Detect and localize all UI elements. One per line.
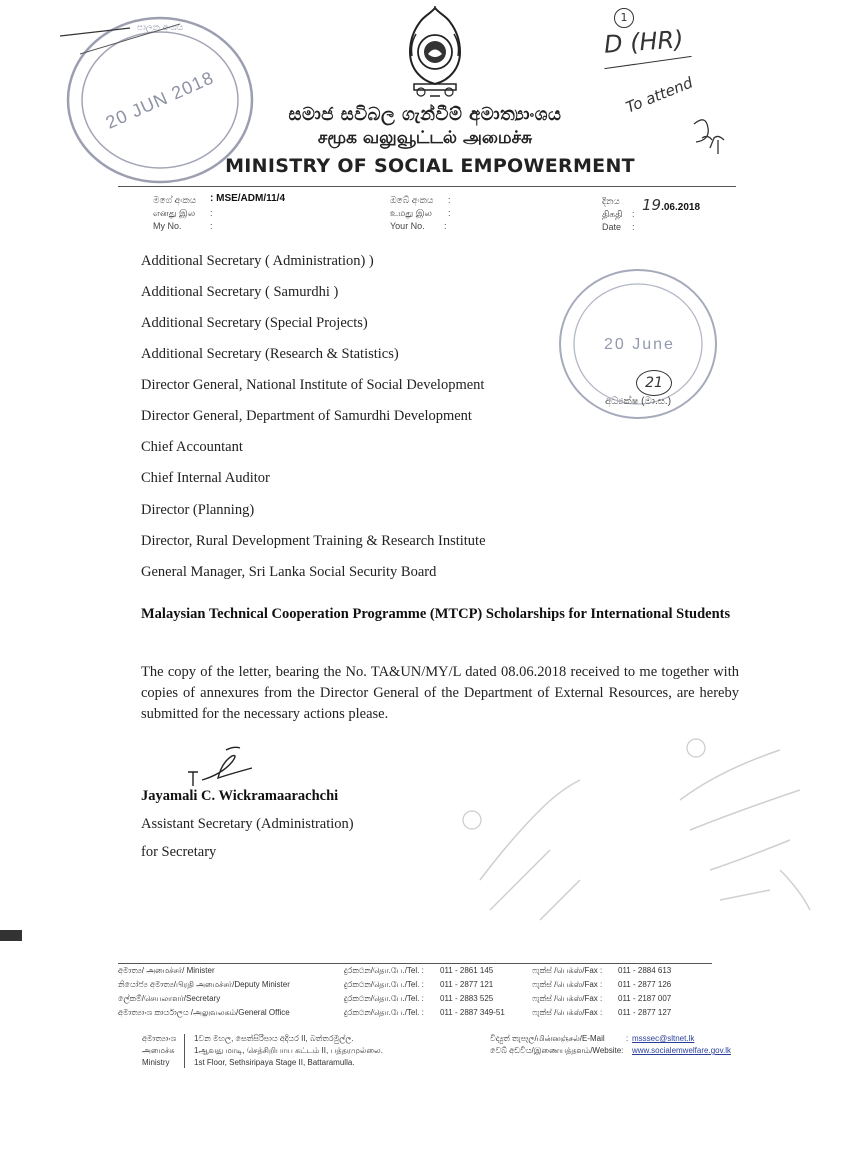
date-label-si: දිනය	[602, 196, 620, 206]
header-divider	[118, 186, 736, 187]
handwritten-day: 19	[642, 196, 662, 214]
footer-row-label: ලේකම්/செயலாளர்/Secretary	[118, 994, 221, 1003]
signature-scribble-icon	[182, 744, 262, 793]
date-label-en: Date	[602, 222, 622, 232]
signatory-title: Assistant Secretary (Administration)	[141, 816, 354, 832]
handwritten-initial-icon	[684, 110, 732, 163]
signatory-for: for Secretary	[141, 844, 217, 860]
date-label-ta: திகதி	[602, 209, 623, 219]
recipient-2: Additional Secretary ( Samurdhi )	[141, 284, 339, 300]
your-no-label-ta: உமது இல	[390, 208, 432, 218]
recipient-8: Chief Internal Auditor	[141, 470, 270, 486]
footer-web-link[interactable]: www.socialemwelfare.gov.lk	[632, 1046, 731, 1055]
footer-row-tel-label: දුරකථන/தொ.பே./Tel. :	[344, 1008, 424, 1017]
my-no-labels	[153, 194, 196, 233]
footer-email-colon: :	[626, 1034, 629, 1043]
your-no-labels	[390, 194, 433, 233]
date-value: 19.06.2018	[642, 196, 701, 214]
footer-row-tel: 011 - 2861 145	[440, 966, 494, 975]
my-no-colon: :	[210, 221, 213, 231]
recipient-10: Director, Rural Development Training & Research Institute	[141, 533, 486, 549]
footer-divider	[118, 963, 712, 964]
footer-address-en: 1st Floor, Sethsiripaya Stage II, Battaramulla.	[194, 1058, 355, 1067]
footer-address-ta: 1ஆவது மாடி, செத்சிறிபாய கட்டம் II, பத்தரமுல்லை.	[194, 1046, 383, 1055]
footer-row-fax-label: ෆැක්ස් /பெக்ஸ்/Fax :	[532, 994, 603, 1003]
footer-ministry-si: අමාත්‍යාංශ	[142, 1034, 177, 1043]
letter-body: The copy of the letter, bearing the No. TA&UN/MY/L dated 08.06.2018 received to me together with copies of annexures from the Director General of the Department of External Resources, are hereby submitted for the necessary actions please.	[141, 664, 739, 722]
handwritten-number-icon: 1	[614, 8, 634, 28]
handwritten-note-dhr: D (HR)	[603, 25, 685, 59]
footer-row-fax: 011 - 2877 127	[618, 1008, 672, 1017]
binder-hole-mark	[0, 930, 22, 941]
recipient-11: General Manager, Sri Lanka Social Security Board	[141, 564, 437, 580]
footer-row-label: නියෝජ්‍ය අමාත්‍ය/பிரதி அமைச்சர்/Deputy Minister	[118, 980, 290, 989]
recipient-9: Director (Planning)	[141, 502, 255, 518]
stamp-date: 20 JUN 2018	[102, 67, 217, 133]
footer-row-fax-label: ෆැක්ස් /பெக்ஸ்/Fax :	[532, 1008, 603, 1017]
footer-address-bracket	[184, 1034, 185, 1068]
recipient-5: Director General, National Institute of Social Development	[141, 377, 485, 393]
my-no-label-en: My No.	[153, 221, 182, 231]
footer-row-tel-label: දුරකථන/தொ.பே./Tel. :	[344, 966, 424, 975]
faint-handwritten-notes	[420, 720, 840, 940]
footer-ministry-en: Ministry	[142, 1058, 170, 1067]
footer-row-fax-label: ෆැක්ස් /பெக்ஸ்/Fax :	[532, 980, 603, 989]
svg-text:අධ්‍යක්ෂ (මා.ස.): අධ්‍යක්ෂ (මා.ස.)	[604, 396, 672, 407]
recipient-6: Director General, Department of Samurdhi Development	[141, 408, 472, 424]
stamp-serial-number: 21	[636, 370, 672, 396]
footer-row-fax: 011 - 2187 007	[618, 994, 672, 1003]
my-no-label-si: මගේ අංකය	[153, 195, 197, 205]
footer-row-tel-label: දුරකථන/தொ.பே./Tel. :	[344, 994, 424, 1003]
footer-row-tel: 011 - 2883 525	[440, 994, 494, 1003]
received-stamp-right	[556, 266, 720, 422]
svg-text:පාලන අංශය: පාලන අංශය	[136, 22, 184, 32]
recipient-1: Additional Secretary ( Administration) )	[141, 253, 374, 269]
your-no-label-si: ඔබේ අංකය	[390, 195, 434, 205]
handwritten-note-attend: To attend	[623, 73, 696, 117]
footer-row-tel: 011 - 2887 349-51	[440, 1008, 505, 1017]
your-no-colons: : : :	[444, 195, 451, 231]
footer-address-si: 1වන මහල, සෙත්සිරිපාය අදියර II, බත්තරමුල්ල.	[194, 1034, 354, 1043]
footer-row-label: අමාත්‍යාංශ කාර්යාලය /அலுவலகம்/General Office	[118, 1008, 290, 1017]
recipient-3: Additional Secretary (Special Projects)	[141, 315, 368, 331]
footer-web-label: වෙබ් අඩවිය/இணையத்தளம்/Website:	[490, 1046, 624, 1055]
date-colons: : :	[632, 209, 635, 232]
national-emblem-logo	[402, 4, 468, 100]
recipient-7: Chief Accountant	[141, 439, 243, 455]
my-no-label-ta: எனது இல	[153, 208, 196, 218]
footer-row-fax-label: ෆැක්ස් /பெக்ஸ்/Fax :	[532, 966, 603, 975]
date-labels	[602, 195, 623, 234]
footer-row-fax: 011 - 2884 613	[618, 966, 672, 975]
footer-row-fax: 011 - 2877 126	[618, 980, 672, 989]
my-no-colon-2: :	[210, 208, 213, 218]
footer-email-link[interactable]: msssec@sltnet.lk	[632, 1034, 695, 1043]
letter-subject: Malaysian Technical Cooperation Programme (MTCP) Scholarships for International Students	[141, 606, 731, 622]
footer-ministry-ta: அமைச்சு	[142, 1046, 175, 1055]
signatory-name: Jayamali C. Wickramaarachchi	[141, 788, 339, 804]
my-no-value: : MSE/ADM/11/4	[210, 193, 286, 204]
ministry-title-sinhala: සමාජ සවිබල ගැන්වීම් අමාත්‍යාංශය	[288, 104, 562, 125]
ministry-title-tamil: சமூக வலுவூட்டல் அமைச்சு	[317, 128, 533, 148]
footer-email-label: විද්‍යුත් තැපෑල/மின்னஞ்சல்/E-Mail	[490, 1034, 605, 1043]
recipient-4: Additional Secretary (Research & Statistics)	[141, 346, 399, 362]
footer-row-label: අමාත්‍ය/ அமைச்சர்/ Minister	[118, 966, 215, 975]
ministry-title-english: MINISTRY OF SOCIAL EMPOWERMENT	[225, 155, 635, 177]
stamp-date-right: 20 June	[604, 336, 675, 353]
footer-row-tel: 011 - 2877 121	[440, 980, 494, 989]
your-no-label-en: Your No.	[390, 221, 425, 231]
footer-row-tel-label: දුරකථන/தொ.பே./Tel. :	[344, 980, 424, 989]
